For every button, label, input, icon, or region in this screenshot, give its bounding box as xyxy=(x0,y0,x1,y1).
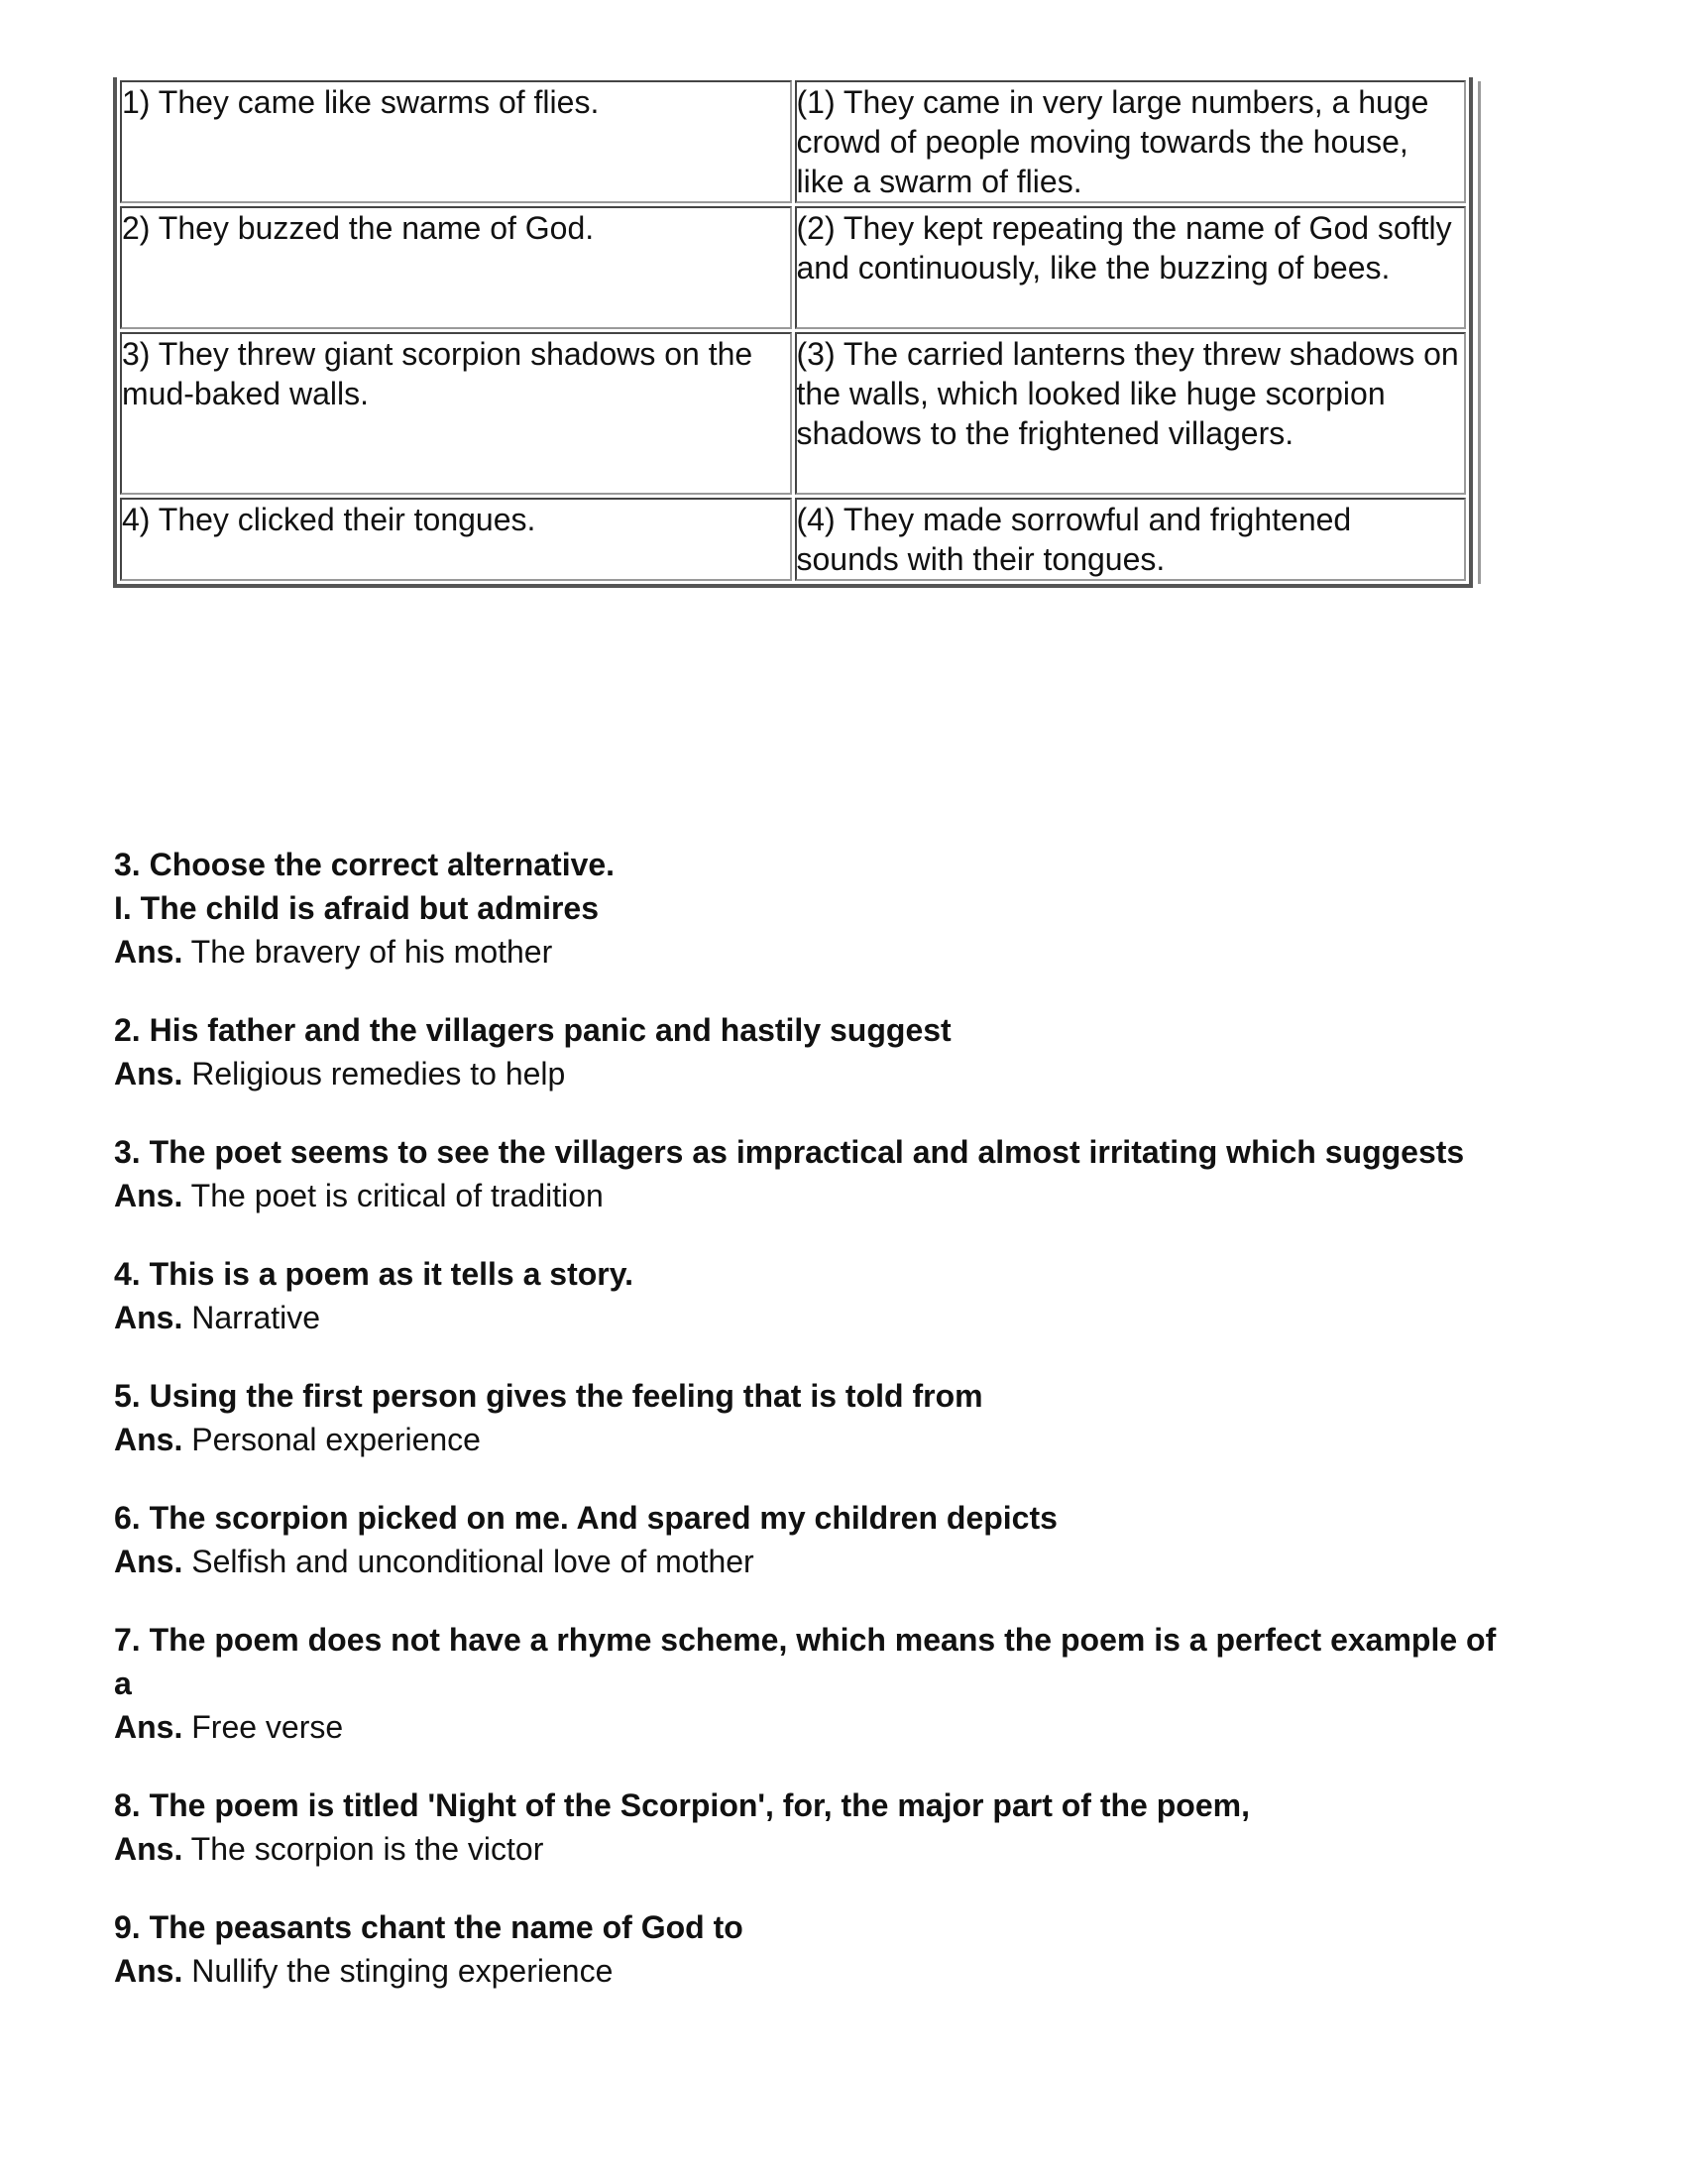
questions-section xyxy=(114,843,1502,2027)
question-text: 5. Using the first person gives the feeling that is told from xyxy=(114,1378,983,1414)
answer-text xyxy=(114,930,1502,974)
answer-text xyxy=(114,1827,1502,1871)
table-row xyxy=(120,206,1466,329)
question-text: 9. The peasants chant the name of God to xyxy=(114,1909,743,1945)
question-item xyxy=(114,1905,1502,1993)
answer-label: Ans. xyxy=(114,1178,183,1213)
question-item xyxy=(114,886,1502,974)
answer-label: Ans. xyxy=(114,934,183,970)
table-row xyxy=(120,332,1466,495)
question-item xyxy=(114,1374,1502,1461)
question-item xyxy=(114,1783,1502,1871)
section-heading: 3. Choose the correct alternative. xyxy=(114,847,616,882)
question-item xyxy=(114,1496,1502,1583)
table-cell-meaning: (4) They made sorrowful and frightened sounds with their tongues. xyxy=(795,498,1467,581)
table-row xyxy=(120,498,1466,581)
answer-label: Ans. xyxy=(114,1953,183,1989)
answer-value: The bravery of his mother xyxy=(190,934,553,970)
question-item xyxy=(114,1252,1502,1339)
answer-label: Ans. xyxy=(114,1544,183,1579)
question-item xyxy=(114,1008,1502,1095)
answer-value: Narrative xyxy=(191,1300,321,1335)
question-text: 2. His father and the villagers panic and hastily suggest xyxy=(114,1012,952,1048)
table-cell-phrase: 3) They threw giant scorpion shadows on the mud-baked walls. xyxy=(120,332,792,495)
question-text: 7. The poem does not have a rhyme scheme, which means the poem is a perfect example of a xyxy=(114,1622,1497,1701)
question-text: 3. The poet seems to see the villagers as impractical and almost irritating which suggests xyxy=(114,1134,1465,1170)
answer-value: The scorpion is the victor xyxy=(190,1831,544,1867)
answer-text xyxy=(114,1705,1502,1749)
question-item xyxy=(114,1130,1502,1217)
table-cell-meaning: (3) The carried lanterns they threw shadows on the walls, which looked like huge scorpion shadows to the frightened villagers. xyxy=(795,332,1467,495)
table-row xyxy=(120,80,1466,203)
answer-text xyxy=(114,1296,1502,1339)
answer-label: Ans. xyxy=(114,1300,183,1335)
question-text: I. The child is afraid but admires xyxy=(114,890,599,926)
question-text: 8. The poem is titled 'Night of the Scorpion', for, the major part of the poem, xyxy=(114,1787,1250,1823)
answer-text xyxy=(114,1418,1502,1461)
answer-value: Religious remedies to help xyxy=(191,1056,566,1092)
answer-text xyxy=(114,1174,1502,1217)
answer-label: Ans. xyxy=(114,1056,183,1092)
answer-label: Ans. xyxy=(114,1831,183,1867)
question-text: 4. This is a poem as it tells a story. xyxy=(114,1256,634,1292)
table-cell-phrase: 4) They clicked their tongues. xyxy=(120,498,792,581)
answer-text xyxy=(114,1949,1502,1993)
answer-text xyxy=(114,1540,1502,1583)
answer-text xyxy=(114,1052,1502,1095)
answer-label: Ans. xyxy=(114,1422,183,1457)
answer-value: Selfish and unconditional love of mother xyxy=(191,1544,754,1579)
table-cell-phrase: 2) They buzzed the name of God. xyxy=(120,206,792,329)
question-text: 6. The scorpion picked on me. And spared my children depicts xyxy=(114,1500,1058,1536)
comparison-table xyxy=(113,77,1473,588)
question-item xyxy=(114,1618,1502,1749)
table-cell-meaning: (1) They came in very large numbers, a huge crowd of people moving towards the house, like a swarm of flies. xyxy=(795,80,1467,203)
comparison-table-grid xyxy=(117,77,1469,584)
table-cell-meaning: (2) They kept repeating the name of God softly and continuously, like the buzzing of bees. xyxy=(795,206,1467,329)
answer-value: The poet is critical of tradition xyxy=(190,1178,604,1213)
answer-value: Free verse xyxy=(191,1709,344,1745)
answer-label: Ans. xyxy=(114,1709,183,1745)
answer-value: Nullify the stinging experience xyxy=(191,1953,614,1989)
answer-value: Personal experience xyxy=(191,1422,481,1457)
table-cell-phrase: 1) They came like swarms of flies. xyxy=(120,80,792,203)
